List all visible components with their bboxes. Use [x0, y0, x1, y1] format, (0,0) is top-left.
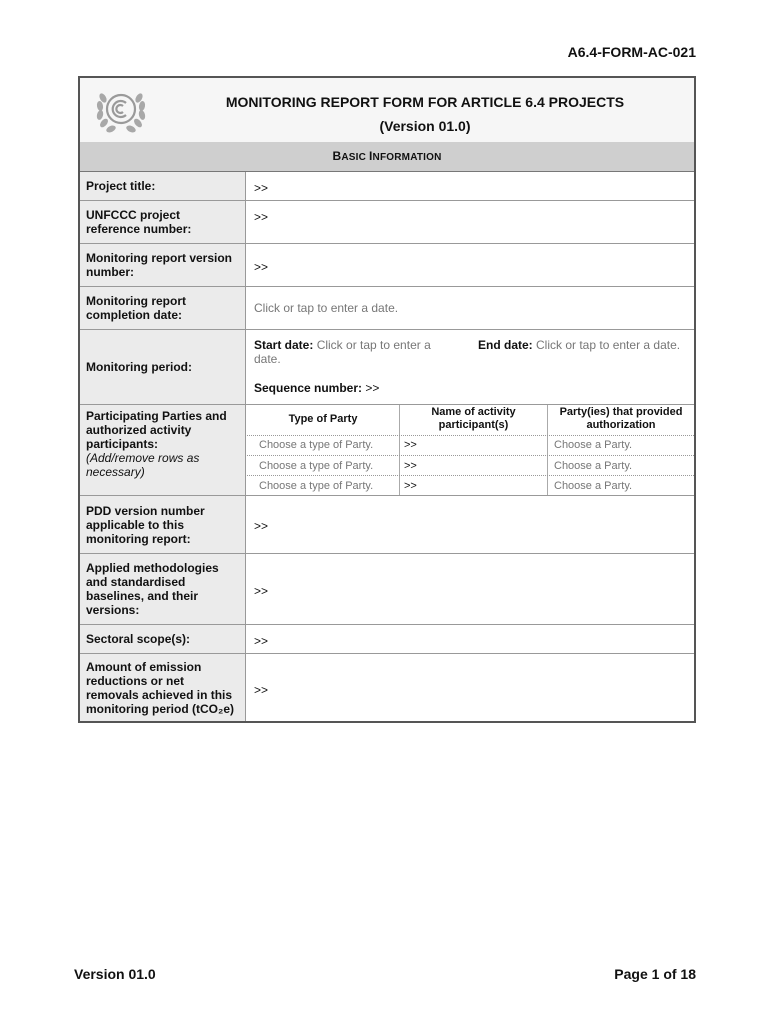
- start-date-field[interactable]: Start date: Click or tap to enter a date.: [254, 338, 431, 366]
- party-type-select[interactable]: Choose a type of Party.: [259, 480, 374, 492]
- report-form: [78, 76, 696, 723]
- form-version: (Version 01.0): [379, 118, 471, 134]
- form-title: MONITORING REPORT FORM FOR ARTICLE 6.4 PROJECTS: [225, 94, 625, 110]
- reference-number-field[interactable]: >>: [254, 210, 269, 224]
- parties-label: Participating Parties and authorized activity participants: (Add/remove rows as necessary): [80, 405, 246, 495]
- pdd-version-label: PDD version number applicable to this monitoring report:: [80, 496, 246, 553]
- project-title-field[interactable]: >>: [254, 181, 269, 195]
- column-type-of-party: Type of Party: [288, 413, 358, 425]
- column-authorizing-party: Party(ies) that provided authorization: [559, 406, 683, 431]
- party-type-select[interactable]: Choose a type of Party.: [259, 460, 374, 472]
- project-title-label: Project title:: [80, 172, 246, 200]
- participant-name-field[interactable]: >>: [404, 439, 417, 451]
- party-select[interactable]: Choose a Party.: [554, 439, 633, 451]
- column-participant-name: Name of activity participant(s): [431, 406, 516, 431]
- methodologies-label: Applied methodologies and standardised baselines, and their versions:: [80, 554, 246, 624]
- methodologies-field[interactable]: >>: [254, 584, 269, 598]
- footer-version: Version 01.0: [74, 966, 156, 982]
- completion-date-field[interactable]: Click or tap to enter a date.: [254, 301, 399, 315]
- form-code: A6.4-FORM-AC-021: [567, 44, 696, 60]
- form-header: [80, 78, 694, 143]
- reference-number-label: UNFCCC project reference number:: [80, 201, 246, 243]
- page-number: Page 1 of 18: [614, 966, 696, 982]
- unfccc-laurel-logo-icon: [90, 84, 152, 136]
- sequence-number-field[interactable]: Sequence number: >>: [254, 381, 380, 395]
- pdd-version-field[interactable]: >>: [254, 519, 269, 533]
- section-heading: BASIC INFORMATION: [80, 142, 694, 172]
- end-date-field[interactable]: End date: Click or tap to enter a date.: [478, 338, 681, 352]
- sectoral-scope-field[interactable]: >>: [254, 634, 269, 648]
- report-version-label: Monitoring report version number:: [80, 244, 246, 286]
- party-type-select[interactable]: Choose a type of Party.: [259, 439, 374, 451]
- party-select[interactable]: Choose a Party.: [554, 480, 633, 492]
- party-select[interactable]: Choose a Party.: [554, 460, 633, 472]
- emissions-field[interactable]: >>: [254, 683, 269, 697]
- participant-name-field[interactable]: >>: [404, 480, 417, 492]
- report-version-field[interactable]: >>: [254, 260, 269, 274]
- completion-date-label: Monitoring report completion date:: [80, 287, 246, 329]
- emissions-label: Amount of emission reductions or net removals achieved in this monitoring period (tCO₂e): [80, 654, 246, 721]
- sectoral-scope-label: Sectoral scope(s):: [80, 625, 246, 653]
- participant-name-field[interactable]: >>: [404, 460, 417, 472]
- monitoring-period-label: Monitoring period:: [80, 330, 246, 404]
